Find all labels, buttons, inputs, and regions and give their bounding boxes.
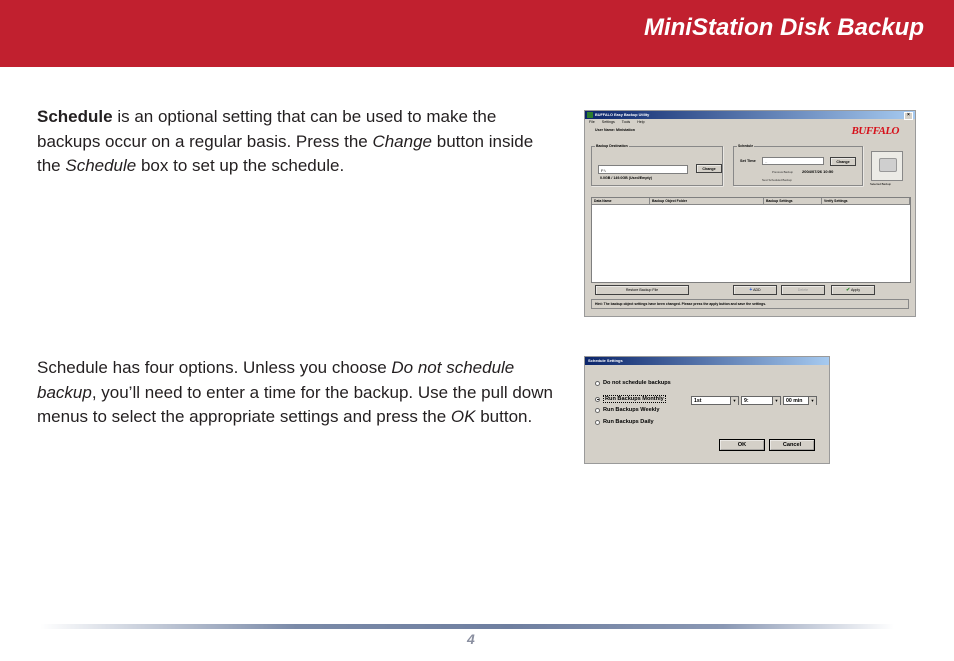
header-title: MiniStation Disk Backup: [643, 14, 924, 41]
restore-backup-button[interactable]: [595, 285, 689, 295]
menu-settings[interactable]: Settings: [601, 120, 615, 124]
p2-ok: OK: [450, 407, 476, 426]
add-label: ADD: [753, 288, 761, 292]
column-data-name[interactable]: Data Name: [592, 198, 650, 205]
option-weekly[interactable]: [595, 407, 659, 413]
option-label: Do not schedule backups: [603, 380, 671, 386]
destination-info: 0.0GB / 149.0GB (Used/Empty): [600, 176, 652, 180]
previous-backup-value: 2004/07/26 10:50: [802, 169, 834, 174]
p1-text1: is an optional setting that can be used to make the backups occur on a regular basis. Press the: [37, 107, 497, 151]
option-label: Run Backups Weekly: [603, 407, 660, 413]
drive-label: Selected Backup: [870, 182, 891, 186]
drive-panel[interactable]: [871, 151, 903, 181]
app-icon: [587, 112, 593, 118]
destination-label: Backup Destination: [596, 144, 628, 148]
chevron-down-icon[interactable]: ▼: [772, 397, 780, 405]
page-header: [0, 0, 954, 67]
p2-text2: , you’ll need to enter a time for the backup. Use the pull down menus to select the appropriate settings and press the: [37, 382, 553, 426]
chevron-down-icon[interactable]: ▼: [730, 397, 738, 405]
buffalo-logo: BUFFALO: [851, 125, 899, 137]
menu-bar: [589, 120, 645, 124]
radio-icon[interactable]: [595, 381, 600, 386]
backup-window-screenshot: [584, 110, 916, 317]
ok-button[interactable]: OK: [719, 439, 765, 451]
restore-label: Restore Backup File: [625, 288, 659, 292]
option-label: Run Backups Daily: [603, 419, 654, 425]
minute-dropdown[interactable]: [783, 396, 817, 405]
p1-change: Change: [372, 131, 433, 151]
add-button[interactable]: [733, 285, 777, 295]
page-number: 4: [467, 631, 475, 647]
delete-button[interactable]: Delete: [781, 285, 825, 295]
user-name: User Name: Ministation: [595, 128, 635, 132]
window-titlebar: [585, 111, 915, 119]
apply-button[interactable]: [831, 285, 875, 295]
destination-change-button[interactable]: Change: [696, 164, 722, 173]
window-title: BUFFALO Easy Backup Utility: [595, 113, 650, 117]
cancel-button[interactable]: Cancel: [769, 439, 815, 451]
destination-field[interactable]: F:\: [598, 165, 688, 174]
hour-value: 9:: [744, 398, 749, 404]
option-daily[interactable]: [595, 419, 654, 425]
hard-drive-icon: [879, 158, 897, 172]
day-value: 1st: [694, 398, 702, 404]
schedule-label: Schedule: [738, 144, 754, 148]
apply-label: Apply: [851, 288, 860, 292]
check-icon: ✔: [845, 287, 851, 293]
p2-do-not: Do not schedule backup: [37, 358, 515, 402]
backup-destination-group: [591, 146, 723, 186]
day-dropdown[interactable]: [691, 396, 739, 405]
footer-divider: [40, 624, 894, 629]
chevron-down-icon[interactable]: ▼: [808, 397, 816, 405]
column-backup-folder[interactable]: Backup Object Folder: [650, 198, 764, 205]
radio-selected-icon[interactable]: [595, 397, 600, 402]
p2-text1: Schedule has four options. Unless you choose: [37, 358, 392, 377]
next-backup-label: Next Scheduled Backup: [762, 178, 792, 182]
radio-icon[interactable]: [595, 408, 600, 413]
dialog-titlebar: Schedule Settings: [585, 357, 829, 365]
menu-help[interactable]: Help: [637, 120, 645, 124]
p1-text2: button inside the: [37, 131, 534, 175]
minute-value: 00 min: [786, 398, 803, 404]
schedule-change-button[interactable]: Change: [830, 157, 856, 166]
backup-list-table[interactable]: [591, 197, 911, 283]
schedule-group: [733, 146, 863, 186]
option-monthly[interactable]: [595, 395, 666, 403]
column-verify-settings[interactable]: Verify Settings: [822, 198, 910, 205]
previous-backup-label: Previous Backup: [772, 170, 793, 174]
option-no-schedule[interactable]: [595, 380, 671, 386]
p2-text3: button.: [475, 407, 533, 426]
schedule-lead: Schedule: [37, 107, 113, 126]
radio-icon[interactable]: [595, 420, 600, 425]
plus-icon: +: [749, 287, 753, 293]
schedule-paragraph: [37, 105, 557, 179]
hint-bar: Hint: The backup object settings have been changed. Please press the apply button and save the settings.: [591, 299, 909, 309]
column-backup-settings[interactable]: Backup Settings: [764, 198, 822, 205]
set-time-label: Set Time: [740, 159, 756, 163]
p1-text3: box to set up the schedule.: [136, 156, 345, 175]
close-icon[interactable]: ×: [904, 112, 913, 120]
option-label: Run Backups Monthly: [605, 396, 664, 402]
hour-dropdown[interactable]: [741, 396, 781, 405]
menu-tools[interactable]: Tools: [621, 120, 631, 124]
menu-file[interactable]: File: [589, 120, 595, 124]
p1-schedule: Schedule: [65, 156, 137, 175]
options-paragraph: [37, 356, 557, 430]
schedule-settings-screenshot: [584, 356, 830, 464]
set-time-field[interactable]: --: [762, 157, 824, 165]
